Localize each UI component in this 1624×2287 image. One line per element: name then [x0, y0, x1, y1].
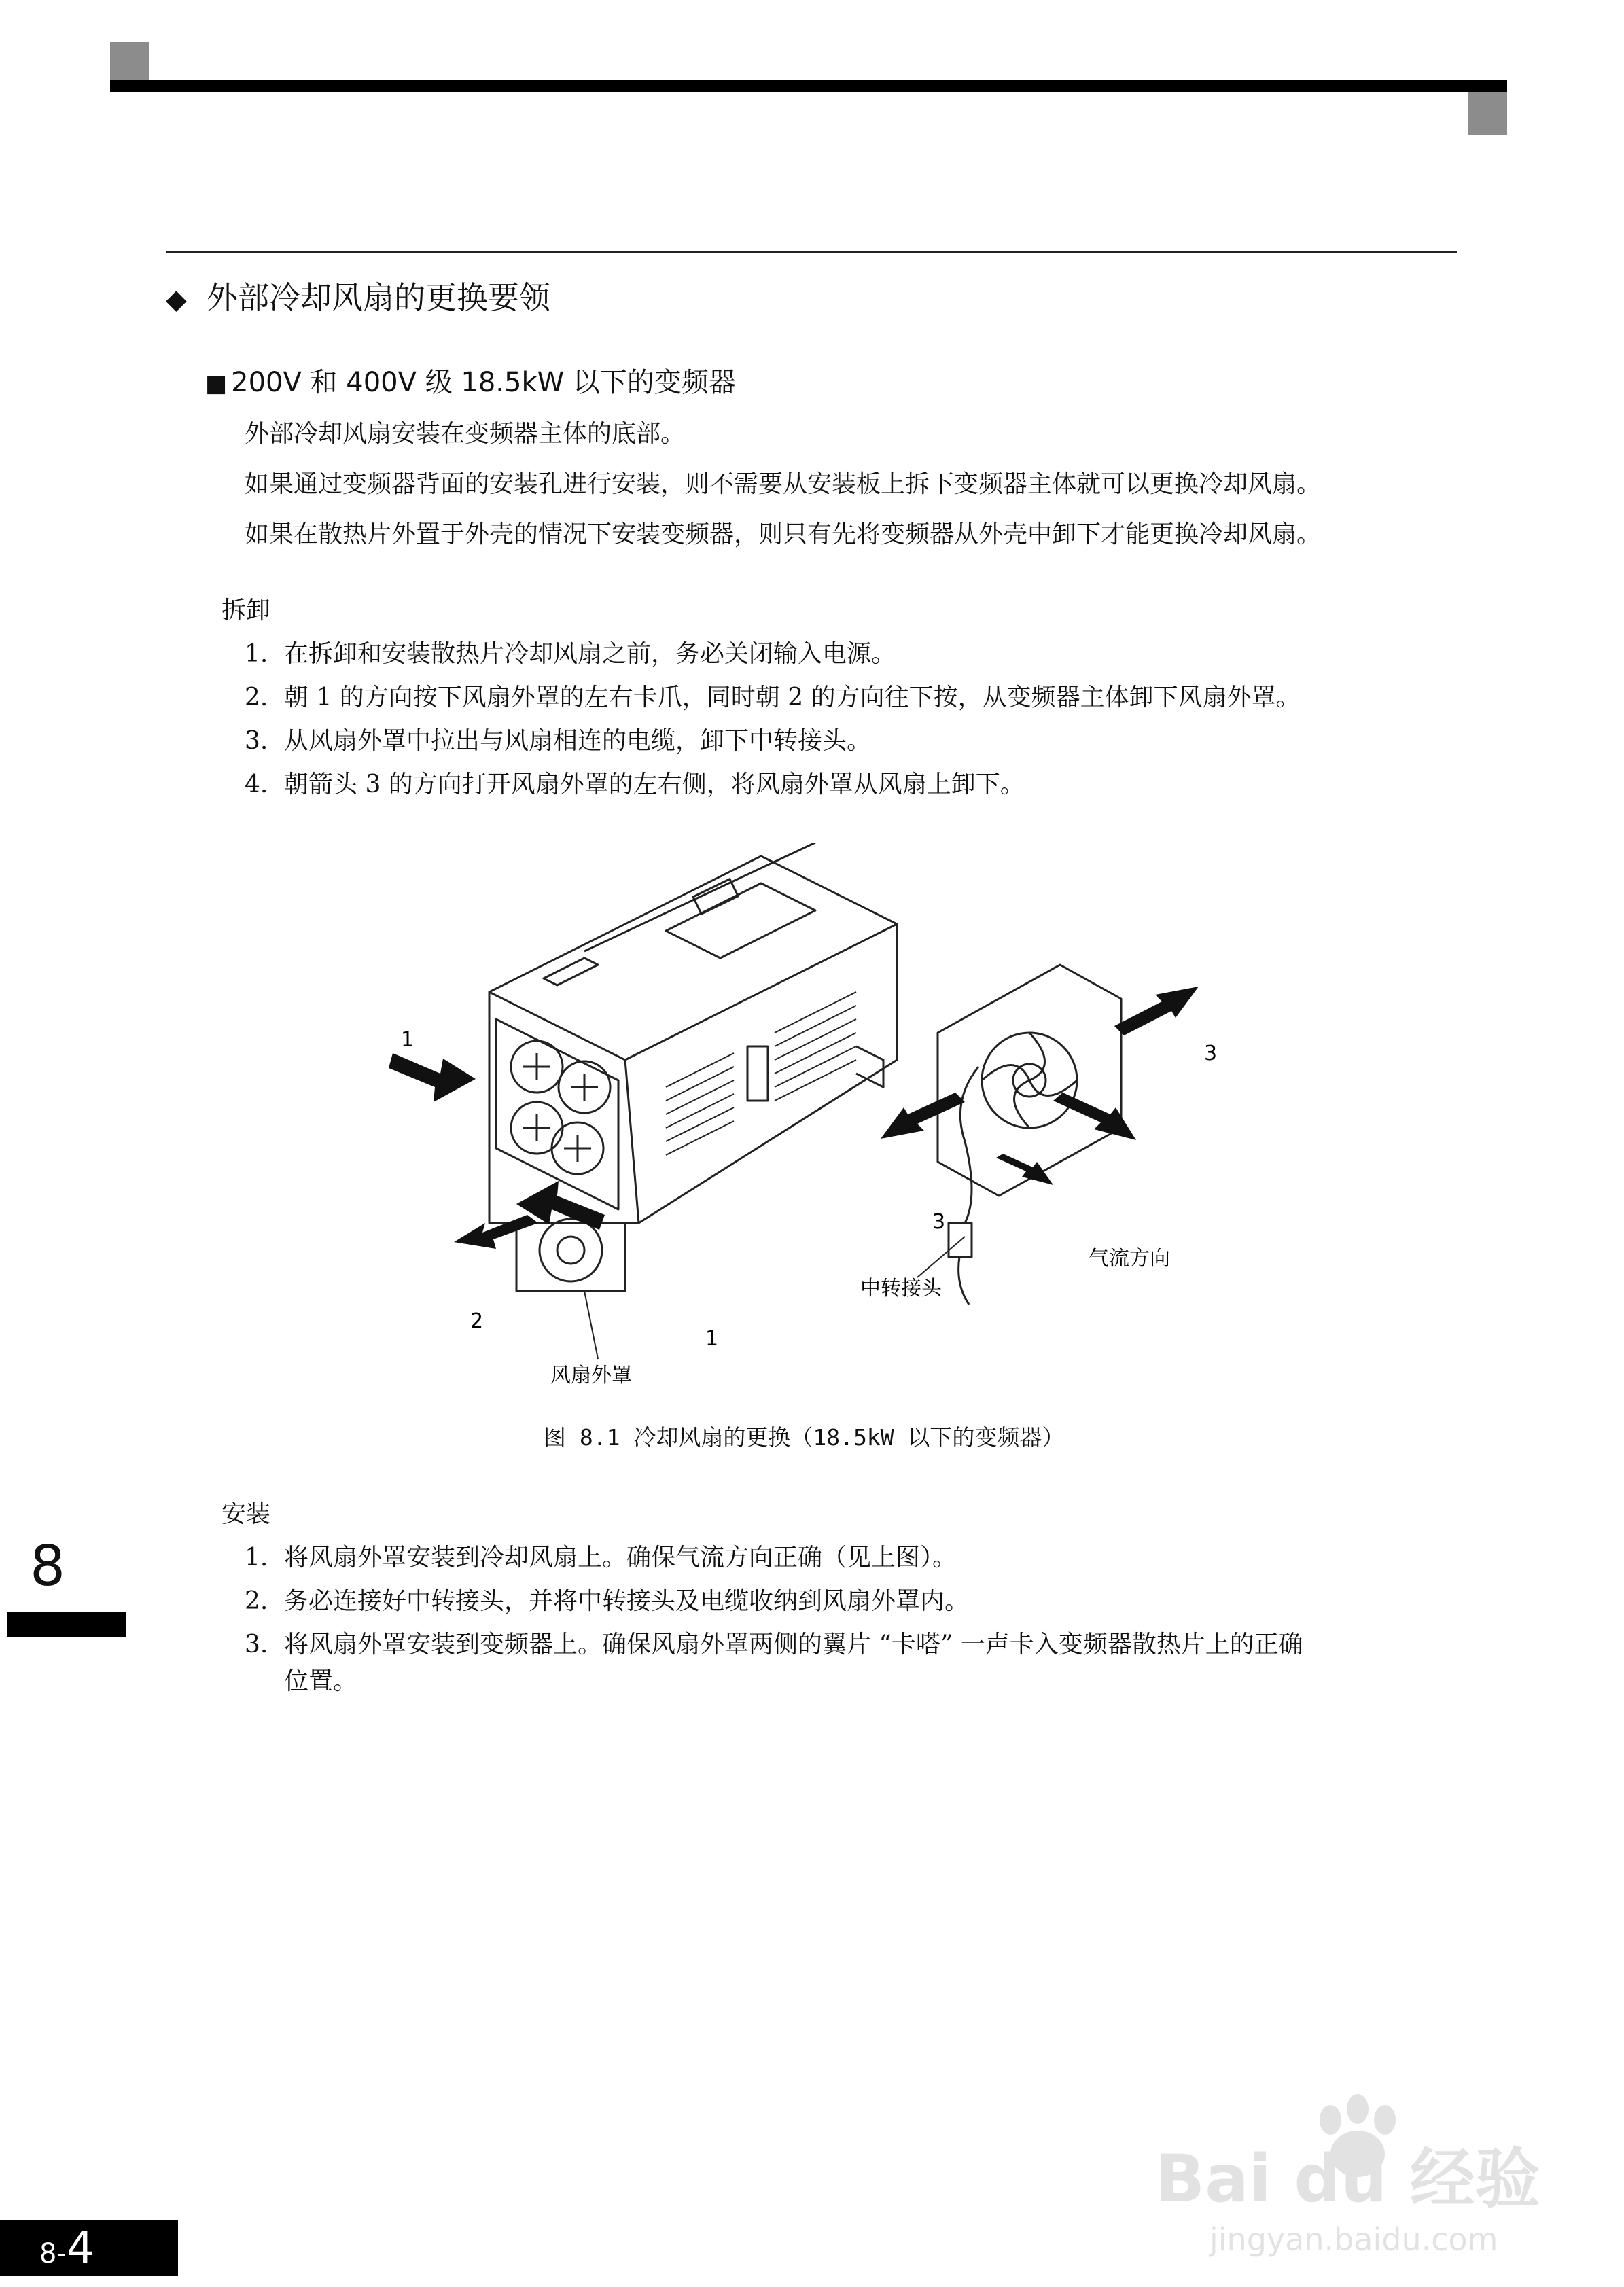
install-item: 1. 将风扇外罩安装到冷却风扇上。确保气流方向正确（见上图）。	[245, 1544, 957, 1572]
header-bar	[110, 80, 1507, 92]
subsection-title	[205, 364, 736, 403]
arrow-1-left-icon	[389, 1053, 476, 1102]
section-rule	[166, 251, 1457, 253]
inverter-illustration	[489, 843, 897, 1291]
section-title-text: 外部冷却风扇的更换要领	[207, 279, 550, 316]
figure-label-fan-cover: 风扇外罩	[550, 1364, 632, 1387]
watermark-url: jingyan.baidu.com	[1210, 2221, 1498, 2258]
baidu-watermark	[1142, 2072, 1563, 2263]
removal-item: 4. 朝箭头 3 的方向打开风扇外罩的左右侧，将风扇外罩从风扇上卸下。	[245, 770, 1025, 798]
diamond-bullet-icon: ◆	[166, 284, 187, 315]
removal-item: 2. 朝 1 的方向按下风扇外罩的左右卡爪，同时朝 2 的方向往下按，从变频器主体卸下风扇外罩。	[245, 684, 1301, 711]
section-title	[166, 277, 550, 320]
figure-label-3-right: 3	[1204, 1042, 1218, 1065]
removal-heading: 拆卸	[222, 597, 271, 624]
figure-label-relay-connector: 中转接头	[860, 1277, 942, 1300]
header-block-left	[110, 42, 149, 82]
square-bullet-icon: ■	[205, 370, 228, 397]
figure-label-airflow: 气流方向	[1089, 1247, 1170, 1271]
header-block-right	[1468, 92, 1507, 135]
install-item: 2. 务必连接好中转接头，并将中转接头及电缆收纳到风扇外罩内。	[245, 1587, 970, 1615]
install-item-continuation: 位置。	[284, 1667, 358, 1695]
chapter-number: 8	[30, 1534, 66, 1599]
figure-label-1-right: 1	[705, 1327, 719, 1351]
figure-label-1-left: 1	[401, 1028, 414, 1052]
removal-item: 1. 在拆卸和安装散热片冷却风扇之前，务必关闭输入电源。	[245, 640, 896, 668]
arrow-3-right-icon	[1114, 987, 1199, 1035]
chapter-bar	[7, 1612, 126, 1637]
intro-paragraph-2: 如果通过变频器背面的安装孔进行安装，则不需要从安装板上拆下变频器主体就可以更换冷却风扇。	[245, 470, 1322, 498]
install-heading: 安装	[222, 1500, 271, 1528]
intro-paragraph-3: 如果在散热片外置于外壳的情况下安装变频器，则只有先将变频器从外壳中卸下才能更换冷却风扇。	[245, 520, 1322, 548]
figure-caption: 图 8.1 冷却风扇的更换（18.5kW 以下的变频器）	[544, 1424, 1065, 1451]
figure-label-3-left: 3	[932, 1210, 946, 1234]
subsection-title-text: 200V 和 400V 级 18.5kW 以下的变频器	[231, 367, 736, 398]
watermark-logo: Bai du 经验	[1155, 2141, 1540, 2217]
page-number: 8-4	[39, 2223, 94, 2273]
fan-replacement-diagram	[381, 843, 1277, 1413]
figure-label-2: 2	[470, 1309, 484, 1333]
removal-item: 3. 从风扇外罩中拉出与风扇相连的电缆，卸下中转接头。	[245, 727, 872, 755]
install-item: 3. 将风扇外罩安装到变频器上。确保风扇外罩两侧的翼片 “卡嗒” 一声卡入变频器散热片上的正确	[245, 1631, 1303, 1659]
intro-paragraph-1: 外部冷却风扇安装在变频器主体的底部。	[245, 420, 686, 448]
